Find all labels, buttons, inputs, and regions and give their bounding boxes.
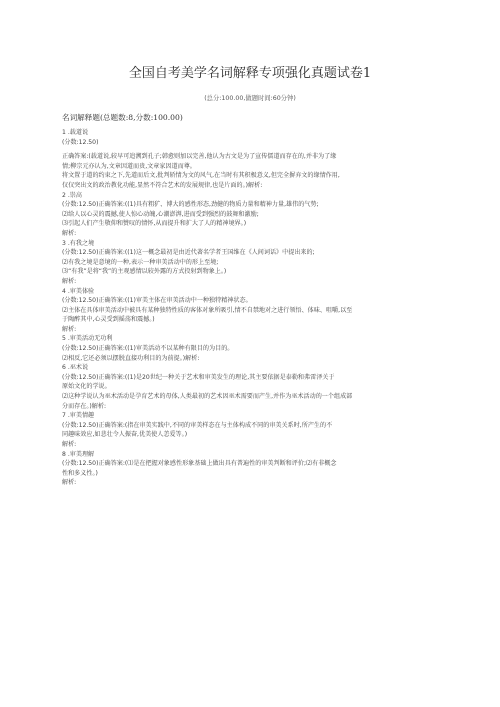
question-block bbox=[62, 450, 445, 488]
question-text-line: 4 .审美体验 bbox=[62, 287, 95, 295]
question-text-line: (分数:12.50)正确答案:((1)这一概念最初是由近代著名学者王国维在《人间词话》中提出来的; bbox=[62, 249, 315, 257]
question-text-line: 分而存在。)解析: bbox=[62, 402, 107, 410]
question-text-line: 正确答案:(载道说,较早可追溯到孔子;韩愈则加以完善,他认为古文是为了宣传儒道而存在的,并非为了缘 bbox=[62, 153, 337, 161]
question-text-line: ⑶“有我”是将“我”的主观感情以较外露的方式投射到物象上。) bbox=[62, 268, 227, 276]
question-block bbox=[62, 191, 445, 239]
question-text-line: 同趣味效应,如悲壮令人振奋,优美使人恙爱等。) bbox=[62, 431, 188, 439]
score-time-meta: (总分:100.00,做题时间:60分钟) bbox=[204, 95, 296, 102]
section-heading: 名词解释题(总题数:8,分数:100.00) bbox=[62, 113, 183, 122]
question-text-line: (分数:12.50)正确答案:((1)具有粗犷、博大的感性形态,劲健的物质力量和精神力量,雄伟的气势; bbox=[62, 201, 319, 209]
question-text-line: 原始文化的学说。 bbox=[62, 383, 111, 391]
question-text-line: 解析: bbox=[62, 277, 77, 285]
question-text-line: (分数:12.50)正确答案:((1)是20世纪一种关于艺术和审美发生的理论,其主要依据是泰勒和弗雷泽关于 bbox=[62, 373, 335, 381]
question-list bbox=[62, 112, 445, 488]
question-text-line: (分数:12.50) bbox=[62, 138, 99, 146]
question-block bbox=[62, 411, 445, 449]
question-block bbox=[62, 152, 445, 190]
question-text-line: 解析: bbox=[62, 479, 77, 487]
question-text-line: 3 .有我之境 bbox=[62, 239, 95, 247]
question-text-line: 解析: bbox=[62, 441, 77, 448]
document-title: 全国自考美学名词解释专项强化真题试卷1 bbox=[128, 66, 372, 81]
questions-container bbox=[62, 128, 445, 488]
question-text-line: 仅仅突出文的政治教化功能,显然不符合艺术的发展规律,也是片面的。)解析: bbox=[62, 181, 263, 189]
question-text-line: 8 .审美理解 bbox=[62, 450, 95, 458]
question-text-line: 情;柳宗元亦认为,文章因道而贵,文章家因道而尊。 bbox=[62, 162, 196, 170]
question-text-line: 解析: bbox=[62, 229, 77, 237]
question-text-line: 将文置于道的约束之下,先道而后文,批判轿情为文的风气,在当时有其积极意义,但完全摒弃文的缘情作用, bbox=[62, 172, 340, 180]
question-block bbox=[62, 128, 445, 147]
question-text-line: (分数:12.50)正确答案:((1)审美主体在审美活动中一种独特精神状态。 bbox=[62, 297, 252, 305]
question-text-line: (分数:12.50)正确答案:(⑴是在把握对象感性形象基础上做出具有普遍性的审美判断和评价;⑵有非概念 bbox=[62, 460, 337, 468]
question-text-line: 5 .审美活动无功利 bbox=[62, 335, 113, 343]
question-text-line: ⑶引起人们产生敬仰和赞叹的情怀,从而提升和扩大了人的精神境界。) bbox=[62, 220, 247, 228]
question-text-line: ⑵有我之境是意境的一种,表示一种审美活动中的形上至境; bbox=[62, 258, 219, 266]
question-text-line: (分数:12.50)正确答案:(指在审美实践中,不同的审美样态在与主体构成不同的审美关系时,所产生的不 bbox=[62, 421, 333, 429]
question-block bbox=[62, 334, 445, 363]
question-text-line: (分数:12.50)正确答案:((1)审美活动不以某种有限目的为目的。 bbox=[62, 345, 234, 353]
question-text-line: 2 .崇高 bbox=[62, 191, 82, 199]
question-text-line: 解析: bbox=[62, 325, 77, 333]
question-text-line: ⑵给人以心灵的震撼,使人惊心动魄,心潮澎湃,进而受到强烈的鼓舞和激励; bbox=[62, 210, 259, 218]
question-block bbox=[62, 363, 445, 411]
question-text-line: 6 .巫术说 bbox=[62, 364, 89, 372]
question-text-line: 7 .审美情趣 bbox=[62, 412, 95, 420]
question-text-line: 1 .载道说 bbox=[62, 129, 89, 136]
question-text-line: ⑵相反,它还必须以摆脱直接功利目的为前提。)解析: bbox=[62, 354, 200, 362]
question-block bbox=[62, 287, 445, 335]
question-text-line: ⑵这种学说认为巫术活动是孕育艺术的母体,人类最初的艺术因巫术需要而产生,并作为巫术活动的一个组成部 bbox=[62, 393, 353, 401]
question-text-line: ⑵主体在具体审美活动中被具有某种独特性质的客体对象所吸引,情不自禁地对之进行领悟、体味、咀嚼,以至 bbox=[62, 306, 353, 314]
question-text-line: 于陶醉其中,心灵受到摇荡和震撼。) bbox=[62, 316, 155, 324]
question-block bbox=[62, 239, 445, 287]
question-text-line: 性和多义性。) bbox=[62, 469, 98, 477]
